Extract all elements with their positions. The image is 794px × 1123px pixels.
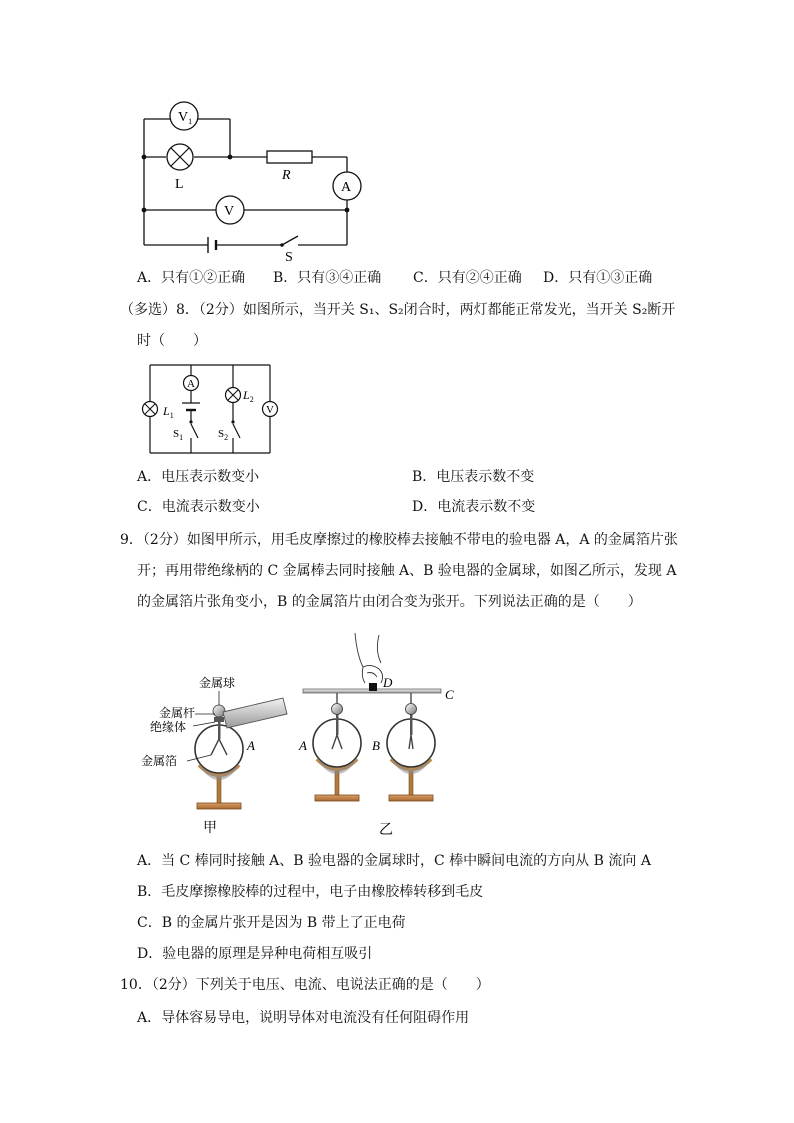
q7-v1-meter bbox=[170, 102, 198, 130]
q7-switch-icon bbox=[280, 236, 298, 247]
rubber-rod bbox=[223, 698, 287, 728]
label-a-left: A bbox=[247, 738, 255, 753]
q8-option-a: A．电压表示数变小 bbox=[137, 469, 260, 485]
q9-stem-line1: 9．（2分）如图甲所示，用毛皮摩擦过的橡胶棒去接触不带电的验电器 A，A 的金属箔片张 bbox=[120, 532, 678, 548]
q8-stem-line1: （多选）8．（2分）如图所示，当开关 S₁、S₂闭合时，两灯都能正常发光，当开关 S₂断开 bbox=[120, 302, 676, 318]
label-c: C bbox=[445, 687, 454, 702]
svg-text:A: A bbox=[187, 378, 195, 390]
label-a-right: A bbox=[299, 738, 307, 753]
svg-text:V1: $V_1$ bbox=[178, 110, 193, 126]
handle-d bbox=[369, 683, 377, 691]
label-metal-ball: 金属球 bbox=[199, 676, 236, 690]
q8-voltmeter bbox=[263, 402, 278, 417]
q8-stem-line2: 时（ ） bbox=[137, 333, 207, 349]
q8-l1-label: $L_1$ bbox=[163, 404, 174, 420]
q7-option-b: B．只有③④正确 bbox=[273, 270, 382, 286]
q9-electroscope-figure bbox=[135, 625, 475, 840]
q7-lamp-label: L bbox=[175, 177, 184, 192]
q10-stem: 10．（2分）下列关于电压、电流、电说法正确的是（ ） bbox=[120, 977, 490, 993]
q9-stem-line3: 的金属箔片张角变小，B 的金属箔片由闭合变为张开。下列说法正确的是（ ） bbox=[137, 594, 642, 610]
q10-option-a: A．导体容易导电，说明导体对电流没有任何阻碍作用 bbox=[137, 1010, 470, 1026]
label-insulator: 绝缘体 bbox=[150, 720, 187, 734]
label-d: D bbox=[383, 675, 393, 690]
q8-switch-s1-icon bbox=[189, 420, 198, 438]
q8-lamp-l2-icon bbox=[226, 388, 241, 403]
q8-switch-s2-icon bbox=[231, 420, 240, 438]
q9-option-b: B．毛皮摩擦橡胶棒的过程中，电子由橡胶棒转移到毛皮 bbox=[137, 884, 484, 900]
caption-yi: 乙 bbox=[379, 823, 393, 838]
q8-circuit-diagram bbox=[138, 358, 280, 458]
label-metal-rod: 金属杆 bbox=[159, 706, 196, 720]
q7-option-a: A．只有①②正确 bbox=[137, 270, 246, 286]
svg-text:V: V bbox=[266, 404, 274, 416]
svg-text:A: A bbox=[341, 180, 352, 195]
q7-switch-label: S bbox=[285, 250, 293, 265]
q7-resistor-label: R bbox=[282, 168, 291, 183]
q8-battery-icon bbox=[182, 403, 200, 410]
q8-l2-label: $L_2$ bbox=[243, 388, 254, 404]
hand-icon bbox=[355, 633, 383, 683]
q8-ammeter bbox=[184, 376, 199, 391]
q8-s2-label: $S_2$ bbox=[218, 428, 229, 442]
q7-option-c: C．只有②④正确 bbox=[413, 270, 522, 286]
electroscope-b bbox=[387, 693, 435, 801]
label-metal-foil: 金属箔 bbox=[141, 754, 178, 768]
q9-option-d: D．验电器的原理是异种电荷相互吸引 bbox=[137, 946, 373, 962]
q8-option-b: B．电压表示数不变 bbox=[412, 469, 535, 485]
q9-stem-line2: 开；再用带绝缘柄的 C 金属棒去同时接触 A、B 验电器的金属球，如图乙所示，发现 A bbox=[137, 563, 677, 579]
q7-battery-icon bbox=[208, 237, 216, 253]
q9-option-c: C．B 的金属片张开是因为 B 带上了正电荷 bbox=[137, 915, 406, 931]
caption-jia: 甲 bbox=[203, 821, 217, 836]
q9-option-a: A．当 C 棒同时接触 A、B 验电器的金属球时，C 棒中瞬间电流的方向从 B 流向 A bbox=[137, 853, 651, 869]
q7-circuit-diagram bbox=[130, 95, 370, 265]
q8-option-c: C．电流表示数变小 bbox=[137, 499, 260, 515]
q7-option-d: D．只有①③正确 bbox=[543, 270, 653, 286]
q8-s1-label: $S_1$ bbox=[173, 428, 184, 442]
q7-resistor bbox=[267, 151, 312, 163]
q8-option-d: D．电流表示数不变 bbox=[412, 499, 536, 515]
q7-ammeter bbox=[333, 172, 361, 200]
svg-text:V: V bbox=[224, 204, 235, 219]
q7-voltmeter bbox=[216, 196, 244, 224]
electroscope-a bbox=[313, 693, 361, 801]
label-b: B bbox=[372, 738, 380, 753]
q8-lamp-left-icon bbox=[143, 402, 158, 417]
q7-lamp-icon bbox=[167, 144, 193, 170]
